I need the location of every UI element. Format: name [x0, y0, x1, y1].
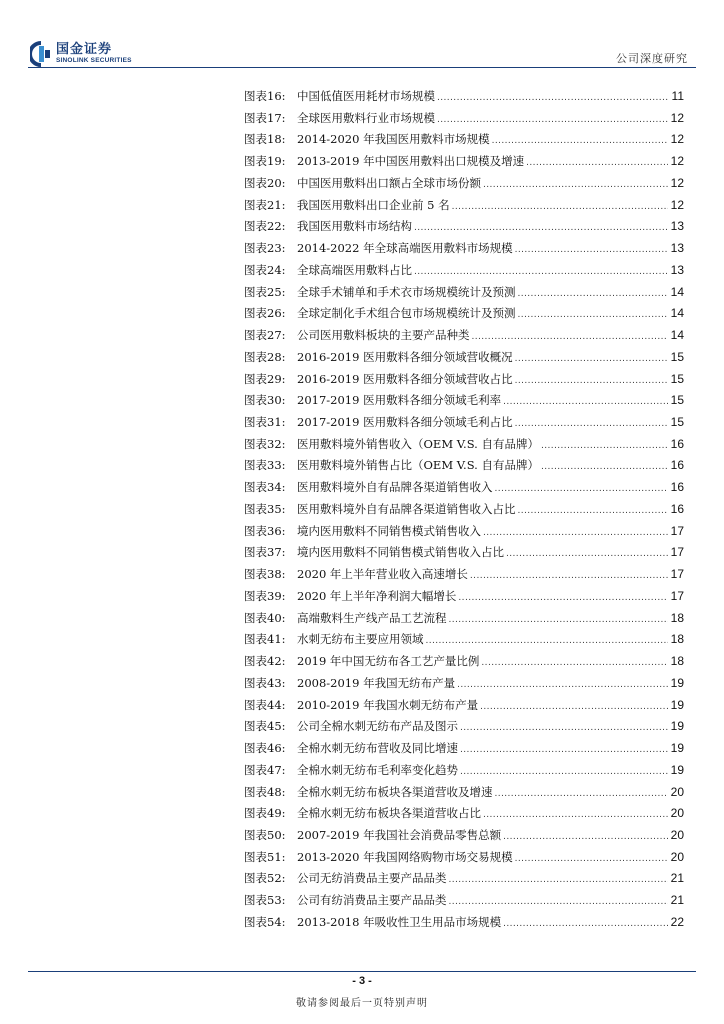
- toc-entry-title: 2007-2019 年我国社会消费品零售总额: [297, 827, 502, 842]
- toc-entry[interactable]: [244, 282, 684, 304]
- toc-entry-title: 公司医用敷料板块的主要产品种类: [297, 328, 470, 343]
- toc-entry-label: 图表44:: [244, 697, 286, 712]
- toc-entry[interactable]: [244, 564, 684, 586]
- toc-entry-page: 19: [670, 762, 684, 777]
- toc-leader-dots: [437, 88, 668, 110]
- toc-entry-title: 2016-2019 医用敷料各细分领域营收概况: [297, 349, 513, 364]
- toc-entry-page: 13: [670, 219, 684, 234]
- toc-entry-title: 全棉水刺无纺布板块各渠道营收占比: [297, 806, 481, 821]
- toc-leader-dots: [457, 675, 668, 697]
- toc-leader-dots: [515, 371, 668, 393]
- logo-english-name: SINOLINK SECURITIES: [56, 57, 132, 64]
- toc-entry[interactable]: [244, 521, 684, 543]
- toc-entry-page: 14: [670, 328, 684, 343]
- toc-leader-dots: [414, 218, 668, 240]
- toc-leader-dots: [414, 262, 668, 284]
- toc-entry[interactable]: [244, 586, 684, 608]
- toc-entry-title: 高端敷料生产线产品工艺流程: [297, 610, 447, 625]
- toc-entry[interactable]: [244, 760, 684, 782]
- toc-entry-page: 20: [670, 827, 684, 842]
- toc-entry-page: 16: [670, 480, 684, 495]
- toc-entry-title: 公司全棉水刺无纺布产品及图示: [297, 719, 458, 734]
- toc-leader-dots: [492, 131, 668, 153]
- toc-entry-page: 20: [670, 806, 684, 821]
- toc-leader-dots: [526, 153, 668, 175]
- toc-leader-dots: [495, 479, 669, 501]
- toc-leader-dots: [449, 870, 669, 892]
- toc-leader-dots: [480, 697, 668, 719]
- toc-entry[interactable]: [244, 303, 684, 325]
- toc-entry-page: 15: [670, 349, 684, 364]
- toc-entry-title: 2019 年中国无纺布各工艺产量比例: [297, 654, 480, 669]
- sinolink-logo-icon: [30, 41, 52, 67]
- toc-entry[interactable]: [244, 86, 684, 108]
- toc-leader-dots: [503, 914, 668, 936]
- toc-entry-title: 全球定制化手术组合包市场规模统计及预测: [297, 306, 516, 321]
- toc-leader-dots: [515, 849, 668, 871]
- page-header: [0, 0, 724, 70]
- toc-leader-dots: [541, 436, 668, 458]
- toc-entry-label: 图表35:: [244, 501, 286, 516]
- toc-entry-title: 全棉水刺无纺布毛利率变化趋势: [297, 762, 458, 777]
- toc-entry-page: 19: [670, 719, 684, 734]
- toc-leader-dots: [503, 827, 668, 849]
- toc-entry-title: 境内医用敷料不同销售模式销售收入占比: [297, 545, 504, 560]
- toc-entry[interactable]: [244, 173, 684, 195]
- toc-entry[interactable]: [244, 803, 684, 825]
- toc-entry-label: 图表41:: [244, 632, 286, 647]
- toc-entry-page: 12: [670, 132, 684, 147]
- toc-entry-label: 图表38:: [244, 567, 286, 582]
- toc-entry-page: 13: [670, 241, 684, 256]
- toc-entry-title: 全球医用敷料行业市场规模: [297, 110, 435, 125]
- toc-entry-page: 17: [670, 523, 684, 538]
- toc-entry[interactable]: [244, 825, 684, 847]
- toc-entry-label: 图表53:: [244, 893, 286, 908]
- toc-entry-title: 我国医用敷料市场结构: [297, 219, 412, 234]
- toc-entry-page: 12: [670, 175, 684, 190]
- toc-entry-title: 2010-2019 年我国水刺无纺布产量: [297, 697, 479, 712]
- toc-entry-title: 中国低值医用耗材市场规模: [297, 89, 435, 103]
- toc-entry-page: 17: [670, 545, 684, 560]
- toc-entry-page: 20: [670, 784, 684, 799]
- toc-entry[interactable]: [244, 477, 684, 499]
- toc-entry[interactable]: [244, 738, 684, 760]
- toc-entry-page: 21: [670, 871, 684, 886]
- toc-leader-dots: [515, 349, 668, 371]
- toc-entry-page: 14: [670, 284, 684, 299]
- toc-leader-dots: [483, 523, 668, 545]
- toc-entry-label: 图表33:: [244, 458, 286, 473]
- toc-entry[interactable]: [244, 108, 684, 130]
- toc-entry-page: 14: [670, 306, 684, 321]
- toc-entry-page: 19: [670, 675, 684, 690]
- toc-entry-page: 18: [670, 610, 684, 625]
- toc-entry[interactable]: [244, 238, 684, 260]
- figure-index: [244, 86, 684, 934]
- toc-entry[interactable]: [244, 868, 684, 890]
- toc-entry[interactable]: [244, 716, 684, 738]
- toc-entry-title: 医用敷料境外自有品牌各渠道销售收入: [297, 480, 493, 495]
- toc-entry-title: 2017-2019 医用敷料各细分领域毛利占比: [297, 415, 513, 430]
- toc-leader-dots: [452, 197, 668, 219]
- toc-entry-title: 公司无纺消费品主要产品品类: [297, 871, 447, 886]
- toc-entry-page: 12: [670, 110, 684, 125]
- report-type: 公司深度研究: [616, 52, 688, 65]
- toc-leader-dots: [541, 457, 668, 479]
- toc-entry-page: 18: [670, 632, 684, 647]
- toc-entry-label: 图表45:: [244, 719, 286, 734]
- page-number: - 3 -: [352, 975, 372, 987]
- toc-entry[interactable]: [244, 890, 684, 912]
- toc-entry-label: 图表37:: [244, 545, 286, 560]
- toc-entry-label: 图表24:: [244, 262, 286, 277]
- toc-entry[interactable]: [244, 673, 684, 695]
- toc-entry-page: 15: [670, 393, 684, 408]
- toc-leader-dots: [515, 240, 668, 262]
- toc-entry-label: 图表32:: [244, 436, 286, 451]
- toc-leader-dots: [449, 892, 669, 914]
- toc-entry-label: 图表40:: [244, 610, 286, 625]
- toc-entry-label: 图表51:: [244, 849, 286, 864]
- toc-entry[interactable]: [244, 782, 684, 804]
- toc-entry-label: 图表25:: [244, 284, 286, 299]
- toc-entry-page: 17: [670, 588, 684, 603]
- toc-leader-dots: [506, 544, 668, 566]
- toc-entry[interactable]: [244, 434, 684, 456]
- toc-leader-dots: [503, 392, 668, 414]
- toc-entry[interactable]: [244, 912, 684, 934]
- toc-entry[interactable]: [244, 260, 684, 282]
- toc-leader-dots: [515, 414, 668, 436]
- toc-entry[interactable]: [244, 412, 684, 434]
- toc-leader-dots: [483, 805, 668, 827]
- toc-leader-dots: [460, 740, 668, 762]
- toc-entry-title: 2020 年上半年营业收入高速增长: [297, 567, 468, 582]
- toc-leader-dots: [470, 566, 668, 588]
- toc-leader-dots: [460, 762, 668, 784]
- toc-entry-page: 19: [670, 697, 684, 712]
- toc-entry-page: 12: [670, 154, 684, 169]
- toc-entry-title: 2013-2018 年吸收性卫生用品市场规模: [297, 914, 502, 929]
- toc-entry[interactable]: [244, 847, 684, 869]
- toc-entry[interactable]: [244, 390, 684, 412]
- toc-entry-label: 图表54:: [244, 914, 286, 929]
- toc-entry-title: 水刺无纺布主要应用领域: [297, 632, 424, 647]
- toc-entry-title: 2017-2019 医用敷料各细分领域毛利率: [297, 393, 502, 408]
- footer-divider: [28, 971, 696, 972]
- toc-entry-title: 医用敷料境外自有品牌各渠道销售收入占比: [297, 501, 516, 516]
- toc-leader-dots: [458, 588, 668, 610]
- toc-entry-label: 图表28:: [244, 349, 286, 364]
- toc-entry[interactable]: [244, 325, 684, 347]
- toc-entry[interactable]: [244, 129, 684, 151]
- toc-entry[interactable]: [244, 499, 684, 521]
- toc-entry-page: 16: [670, 458, 684, 473]
- toc-leader-dots: [481, 653, 668, 675]
- toc-entry-label: 图表22:: [244, 219, 286, 234]
- toc-entry-label: 图表29:: [244, 371, 286, 386]
- toc-entry-title: 医用敷料境外销售占比（OEM V.S. 自有品牌）: [297, 458, 539, 473]
- toc-entry-label: 图表27:: [244, 328, 286, 343]
- toc-entry-title: 全球手术铺单和手术衣市场规模统计及预测: [297, 284, 516, 299]
- toc-entry-title: 境内医用敷料不同销售模式销售收入: [297, 523, 481, 538]
- toc-entry[interactable]: [244, 455, 684, 477]
- toc-entry-label: 图表42:: [244, 654, 286, 669]
- toc-entry-label: 图表17:: [244, 110, 286, 125]
- toc-entry-title: 全棉水刺无纺布营收及同比增速: [297, 741, 458, 756]
- toc-entry-label: 图表39:: [244, 588, 286, 603]
- toc-entry-label: 图表50:: [244, 827, 286, 842]
- toc-leader-dots: [460, 718, 668, 740]
- toc-entry-label: 图表43:: [244, 675, 286, 690]
- toc-leader-dots: [483, 175, 668, 197]
- toc-entry[interactable]: [244, 629, 684, 651]
- toc-entry[interactable]: [244, 369, 684, 391]
- toc-entry-page: 13: [670, 262, 684, 277]
- company-logo: [30, 41, 132, 67]
- toc-entry-label: 图表47:: [244, 762, 286, 777]
- toc-leader-dots: [472, 327, 669, 349]
- toc-entry[interactable]: [244, 151, 684, 173]
- toc-entry[interactable]: [244, 347, 684, 369]
- toc-leader-dots: [495, 784, 669, 806]
- toc-entry-page: 19: [670, 741, 684, 756]
- toc-leader-dots: [518, 501, 669, 523]
- toc-entry-title: 我国医用敷料出口企业前 5 名: [297, 197, 450, 212]
- toc-entry-label: 图表21:: [244, 197, 286, 212]
- toc-entry[interactable]: [244, 542, 684, 564]
- toc-entry-label: 图表19:: [244, 154, 286, 169]
- logo-chinese-name: 国金证券: [56, 42, 113, 57]
- toc-leader-dots: [426, 631, 669, 653]
- toc-entry-label: 图表36:: [244, 523, 286, 538]
- toc-entry-label: 图表31:: [244, 415, 286, 430]
- toc-leader-dots: [449, 610, 669, 632]
- toc-entry-label: 图表20:: [244, 175, 286, 190]
- toc-entry-label: 图表52:: [244, 871, 286, 886]
- toc-entry-label: 图表16:: [244, 89, 286, 103]
- toc-entry-title: 全球高端医用敷料占比: [297, 262, 412, 277]
- toc-entry-page: 21: [670, 893, 684, 908]
- toc-entry-title: 中国医用敷料出口额占全球市场份额: [297, 175, 481, 190]
- toc-entry-page: 15: [670, 371, 684, 386]
- toc-entry[interactable]: [244, 195, 684, 217]
- toc-entry-title: 2020 年上半年净利润大幅增长: [297, 588, 457, 603]
- toc-entry-page: 11: [671, 89, 684, 103]
- toc-entry-title: 2013-2020 年我国网络购物市场交易规模: [297, 849, 513, 864]
- toc-leader-dots: [518, 305, 669, 327]
- toc-entry-page: 16: [670, 501, 684, 516]
- toc-entry-page: 20: [670, 849, 684, 864]
- toc-entry-title: 医用敷料境外销售收入（OEM V.S. 自有品牌）: [297, 436, 539, 451]
- footer-disclaimer: 敬请参阅最后一页特别声明: [296, 998, 428, 1009]
- toc-entry-label: 图表46:: [244, 741, 286, 756]
- toc-leader-dots: [437, 110, 668, 132]
- toc-entry-page: 17: [670, 567, 684, 582]
- toc-entry-label: 图表49:: [244, 806, 286, 821]
- toc-entry-title: 2014-2022 年全球高端医用敷料市场规模: [297, 241, 513, 256]
- toc-entry-page: 12: [670, 197, 684, 212]
- toc-entry-label: 图表48:: [244, 784, 286, 799]
- toc-entry-page: 15: [670, 415, 684, 430]
- toc-entry-title: 全棉水刺无纺布板块各渠道营收及增速: [297, 784, 493, 799]
- toc-entry-title: 2008-2019 年我国无纺布产量: [297, 675, 456, 690]
- toc-entry-title: 公司有纺消费品主要产品品类: [297, 893, 447, 908]
- toc-entry-page: 16: [670, 436, 684, 451]
- toc-entry-page: 22: [670, 914, 684, 929]
- header-divider: [28, 67, 696, 68]
- toc-entry-label: 图表18:: [244, 132, 286, 147]
- toc-entry-title: 2016-2019 医用敷料各细分领域营收占比: [297, 371, 513, 386]
- toc-entry-label: 图表26:: [244, 306, 286, 321]
- toc-entry[interactable]: [244, 651, 684, 673]
- toc-entry[interactable]: [244, 216, 684, 238]
- toc-leader-dots: [518, 284, 669, 306]
- toc-entry-label: 图表23:: [244, 241, 286, 256]
- toc-entry[interactable]: [244, 695, 684, 717]
- toc-entry-title: 2013-2019 年中国医用敷料出口规模及增速: [297, 154, 525, 169]
- toc-entry-page: 18: [670, 654, 684, 669]
- toc-entry-title: 2014-2020 年我国医用敷料市场规模: [297, 132, 490, 147]
- toc-entry-label: 图表30:: [244, 393, 286, 408]
- toc-entry[interactable]: [244, 608, 684, 630]
- toc-entry-label: 图表34:: [244, 480, 286, 495]
